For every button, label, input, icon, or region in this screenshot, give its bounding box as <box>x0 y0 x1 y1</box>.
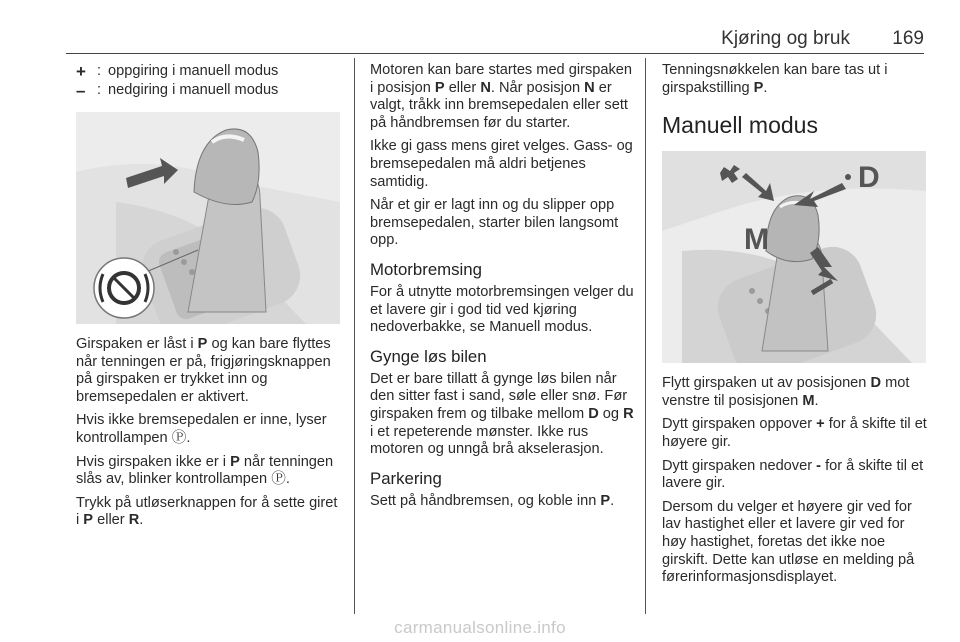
paragraph-upshift: Dytt girspaken oppover + for å skifte til et høyere gir. <box>662 416 927 450</box>
minus-icon: – <box>76 81 86 100</box>
legend-row-upshift: + : oppgiring i manuell modus <box>76 62 279 81</box>
heading-engine-braking: Motorbremsing <box>370 259 482 279</box>
d-position-label: D <box>858 161 880 195</box>
page-header <box>66 26 924 52</box>
paragraph-engine-braking: For å utnytte motorbremsingen velger du et lavere gir i god tid ved kjøring nedoverbakke, se Manuell modus. <box>370 283 634 336</box>
heading-parking: Parkering <box>370 468 442 488</box>
paragraph-release-button: Trykk på utløserknappen for å sette giret i P eller R. <box>76 494 338 529</box>
plus-icon: + <box>76 62 86 81</box>
paragraph-blinking-lamp: Hvis girspaken ikke er i P når tenningen slås av, blinker kontrollampen Ⓟ. <box>76 453 334 488</box>
paragraph-no-shift: Dersom du velger et høyere gir ved for lav hastighet eller et lavere gir ved for høy hastighet, foretas det ikke noe girskift. Dette kan utløse en melding på førerinformasjonsdisplayet. <box>662 498 915 586</box>
paragraph-no-throttle: Ikke gi gass mens giret velges. Gass- og bremsepedalen må aldri betjenes samtidig. <box>370 138 633 190</box>
manual-mode-figure <box>662 151 926 363</box>
paragraph-key-removal: Tenningsnøkkelen kan bare tas ut i girspakstilling P. <box>662 62 888 96</box>
column-2 <box>370 62 634 516</box>
column-3 <box>662 62 928 593</box>
legend-row-downshift: – : nedgiring i manuell modus <box>76 81 279 100</box>
column-1 <box>76 62 342 536</box>
page-number: 169 <box>892 28 924 49</box>
heading-manual-mode: Manuell modus <box>662 112 818 139</box>
paragraph-creep: Når et gir er lagt inn og du slipper opp bremsepedalen, starter bilen langsomt opp. <box>370 197 619 249</box>
paragraph-engine-start: Motoren kan bare startes med girspaken i posisjon P eller N. Når posisjon N er valgt, tråkk inn bremsepedalen eller sett på håndbremsen før du starter. <box>370 62 633 131</box>
brake-lamp-icon: Ⓟ <box>271 471 286 488</box>
paragraph-warning-lamp: Hvis ikke bremsepedalen er inne, lyser kontrollampen Ⓟ. <box>76 412 327 446</box>
m-position-label: M <box>744 223 769 257</box>
header-rule <box>66 53 924 54</box>
paragraph-rocking: Det er bare tillatt å gynge løs bilen når den sitter fast i sand, søle eller snø. Før girspaken frem og tilbake mellom D og R i et repeterende mønster. Ikke rus motoren og unngå brå akselerasjon. <box>370 370 634 458</box>
gear-lever-figure <box>76 112 340 324</box>
paragraph-downshift: Dytt girspaken nedover - for å skifte til et lavere gir. <box>662 457 924 492</box>
legend-text: nedgiring i manuell modus <box>108 82 279 98</box>
paragraph-lever-lock: Girspaken er låst i P og kan bare flyttes når tenningen er på, frigjøringsknappen på girspaken er trykket inn og bremsepedalen er aktivert. <box>76 336 331 405</box>
paragraph-move-to-m: Flytt girspaken ut av posisjonen D mot venstre til posisjonen M. <box>662 375 910 409</box>
column-divider-2 <box>645 58 646 614</box>
legend-text: oppgiring i manuell modus <box>108 63 279 79</box>
section-title: Kjøring og bruk <box>721 28 850 49</box>
watermark: carmanualsonline.info <box>394 618 566 637</box>
heading-rocking: Gynge løs bilen <box>370 346 487 366</box>
column-divider-1 <box>354 58 355 614</box>
paragraph-parking: Sett på håndbremsen, og koble inn P. <box>370 492 615 509</box>
brake-lamp-icon: Ⓟ <box>171 429 187 446</box>
